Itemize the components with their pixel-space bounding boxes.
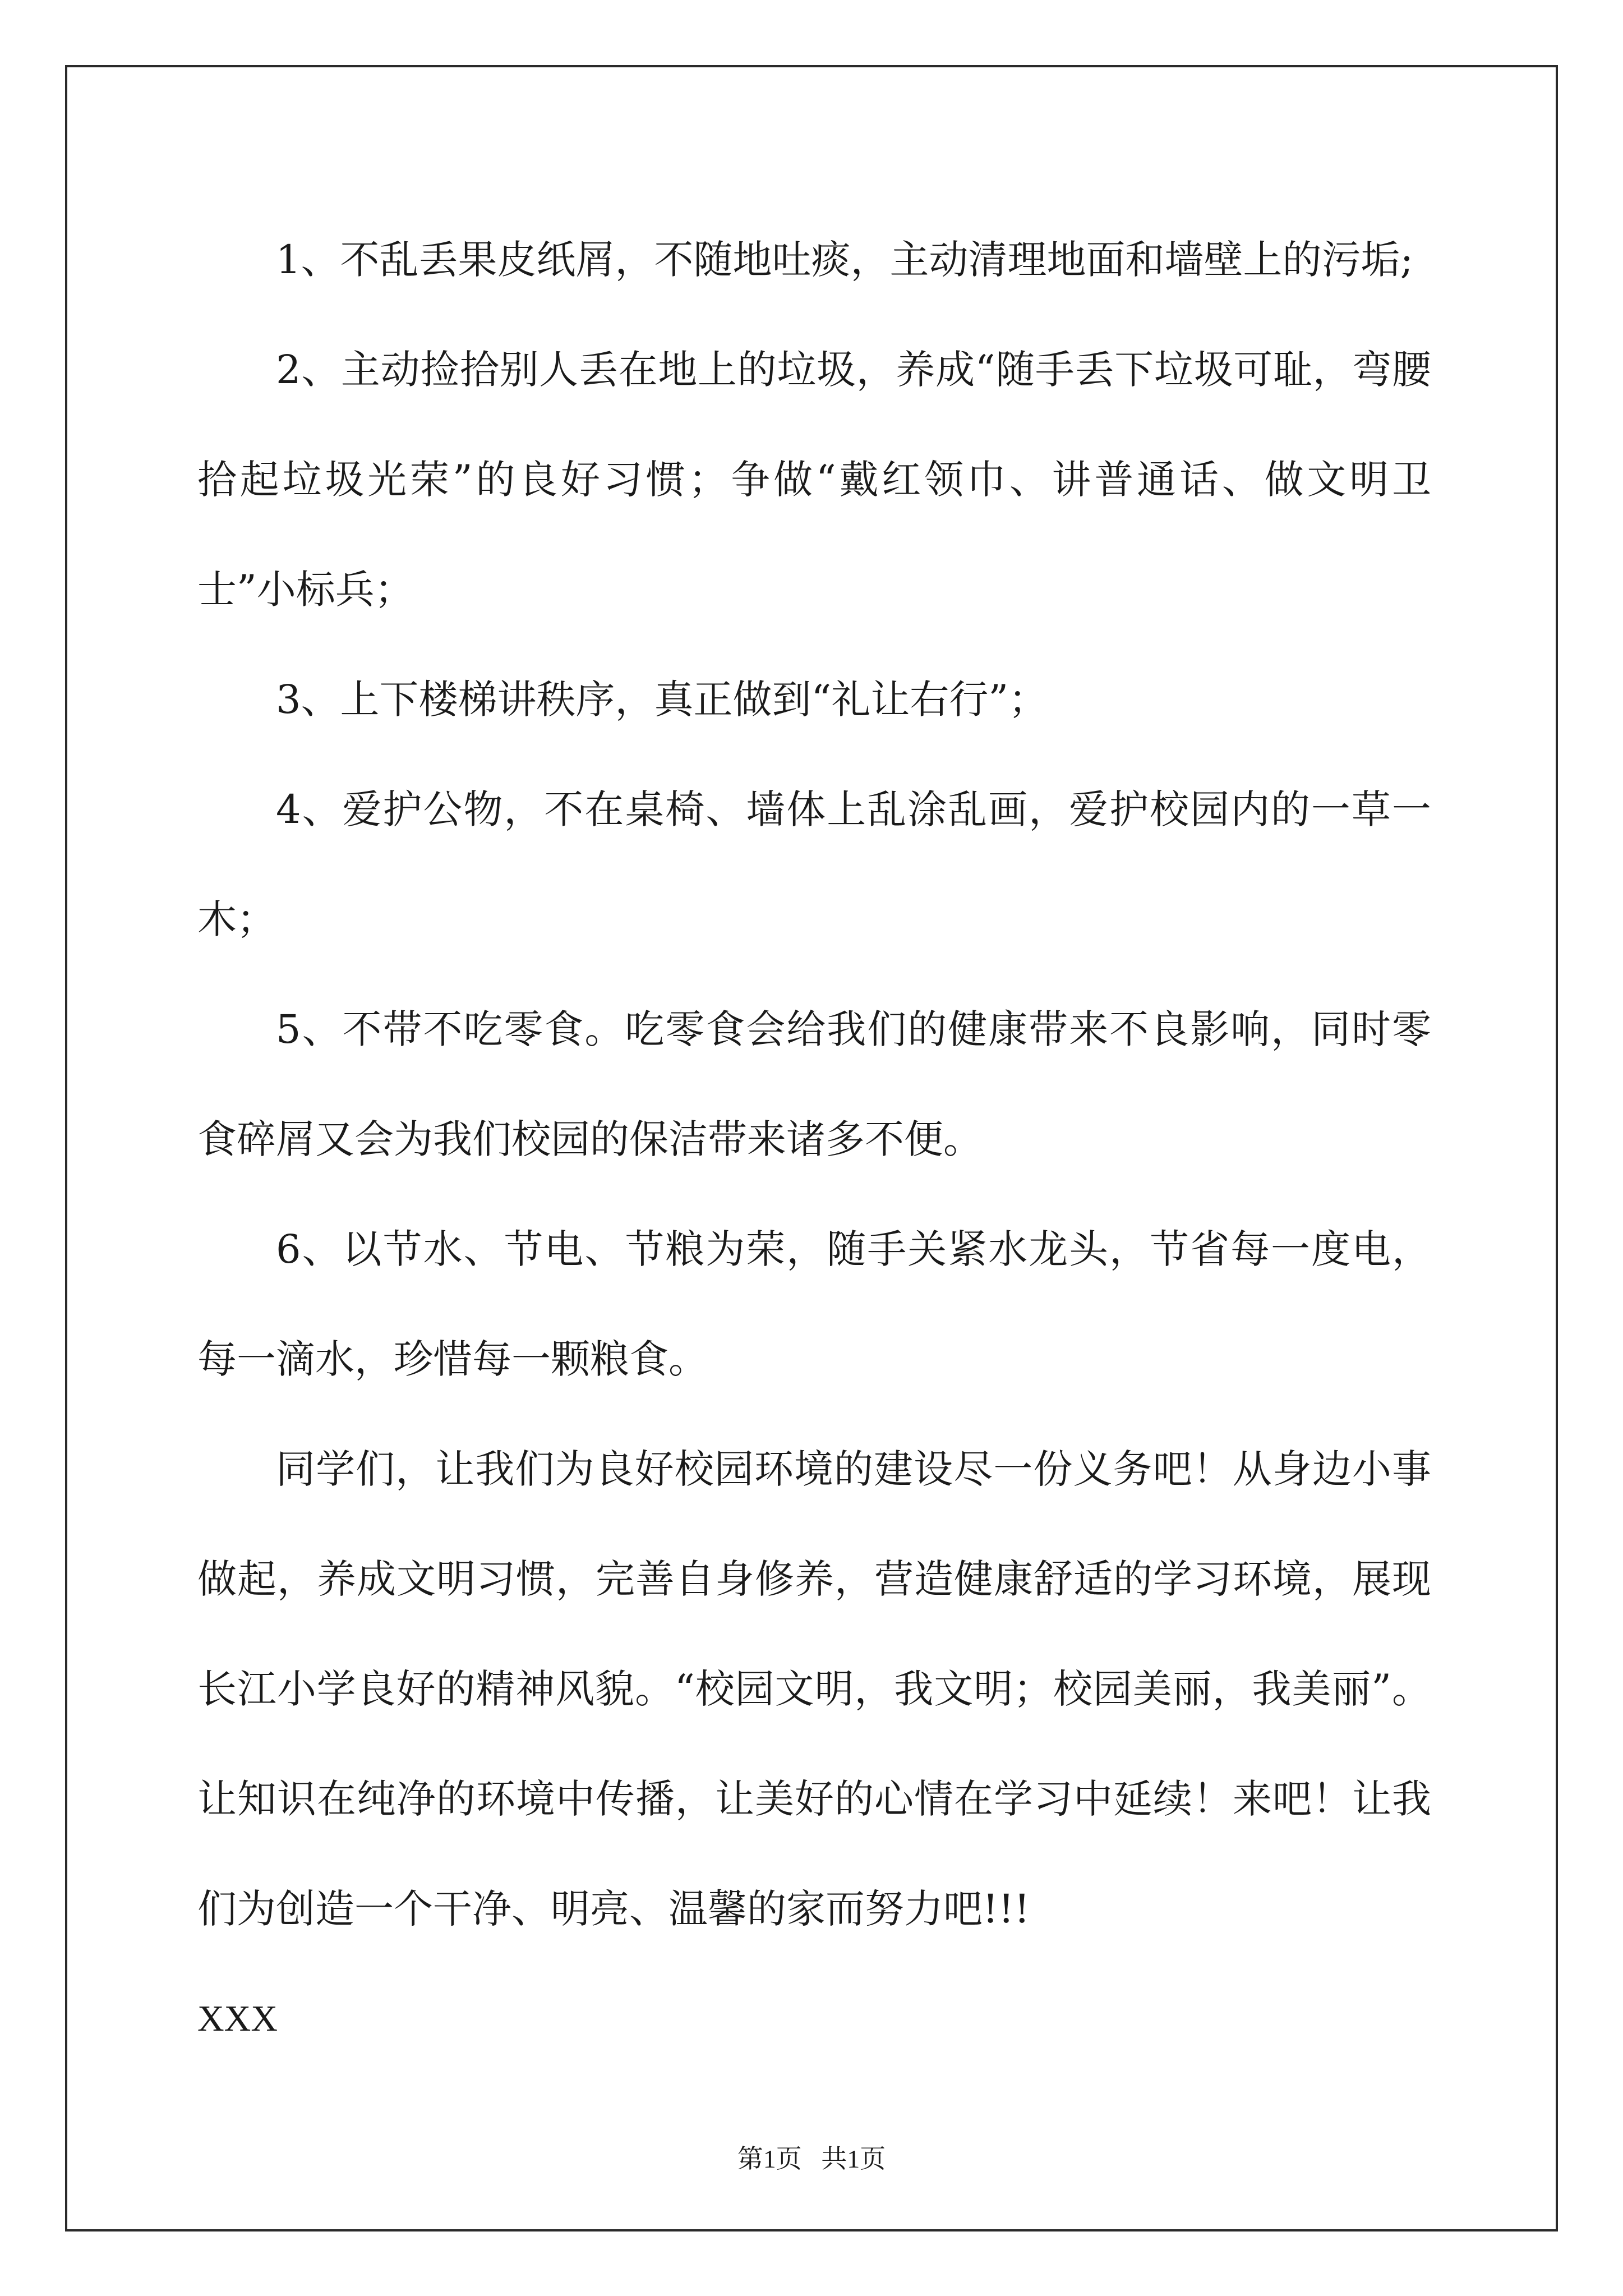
page-footer [0,2138,1623,2175]
document-body [197,205,1431,2074]
paragraph-item-6: 6、以节水、节电、节粮为荣，随手关紧水龙头，节省每一度电，每一滴水，珍惜每一颗粮食。 [197,1226,1431,1382]
page-number: 第1页 [737,2145,802,2173]
paragraph-item-1: 1、不乱丢果皮纸屑，不随地吐痰，主动清理地面和墙壁上的污垢; [276,237,1414,283]
paragraph-item-2: 2、主动捡拾别人丢在地上的垃圾，养成“随手丢下垃圾可耻，弯腰拾起垃圾光荣”的良好习惯；争做“戴红领巾、讲普通话、做文明卫士”小标兵； [197,347,1431,613]
paragraph-item-4: 4、爱护公物，不在桌椅、墙体上乱涂乱画，爱护校园内的一草一木； [197,786,1431,942]
closing-paragraph: 同学们，让我们为良好校园环境的建设尽一份义务吧！从身边小事做起，养成文明习惯，完善自身修养，营造健康舒适的学习环境，展现长江小学良好的精神风貌。“校园文明，我文明；校园美丽，我美丽”。让知识在纯净的环境中传播，让美好的心情在学习中延续！来吧！让我们为创造一个干净、明亮、温馨的家而努力吧!!! [197,1446,1431,1932]
paragraph-item-3: 3、上下楼梯讲秩序，真正做到“礼让右行”； [276,677,1048,723]
page-total: 共1页 [821,2145,886,2173]
paragraph-item-5: 5、不带不吃零食。吃零食会给我们的健康带来不良影响，同时零食碎屑又会为我们校园的保洁带来诸多不便。 [197,1006,1431,1162]
signature: XXX [197,1998,278,2039]
